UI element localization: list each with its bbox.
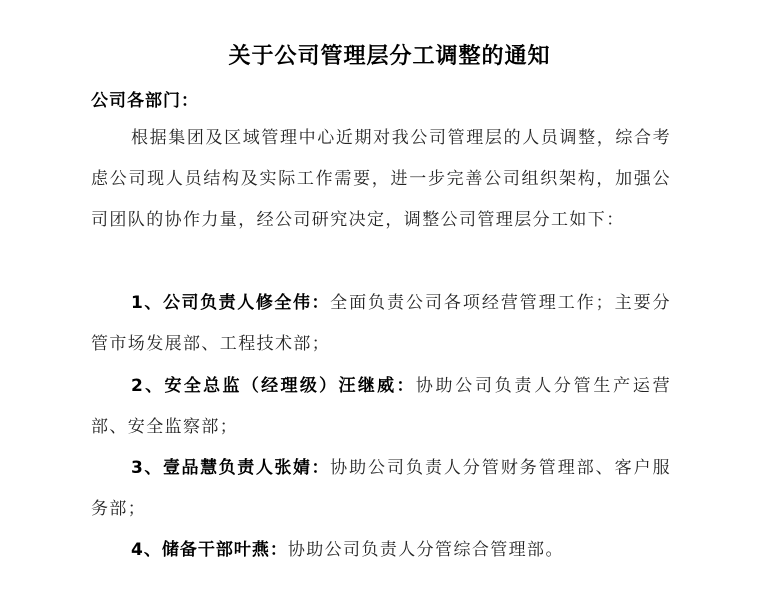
assignment-item	[91, 530, 671, 571]
assignment-head: 3、壹品慧负责人张婧：	[131, 458, 331, 478]
assignment-item	[91, 283, 671, 365]
assignment-body: 全面负责公司各项经营管理工作；主要分管市场发展部、工程技术部；	[91, 293, 671, 354]
assignment-item	[91, 366, 671, 448]
document-title: 关于公司管理层分工调整的通知	[228, 44, 551, 69]
assignment-head: 4、储备干部叶燕：	[131, 540, 288, 560]
assignment-body: 协助公司负责人分管综合管理部。	[287, 540, 564, 560]
assignment-body: 协助公司负责人分管生产运营部、安全监察部；	[91, 376, 671, 437]
salutation: 公司各部门：	[91, 91, 199, 111]
assignment-head: 2、安全总监（经理级）汪继威：	[131, 376, 416, 396]
assignment-body: 协助公司负责人分管财务管理部、客户服务部；	[91, 458, 671, 519]
assignment-item	[91, 448, 671, 530]
assignment-head: 1、公司负责人修全伟：	[131, 293, 331, 313]
intro-paragraph: 根据集团及区域管理中心近期对我公司管理层的人员调整，综合考虑公司现人员结构及实际工作需要，进一步完善公司组织架构，加强公司团队的协作力量，经公司研究决定，调整公司管理层分工如下：	[91, 128, 671, 230]
